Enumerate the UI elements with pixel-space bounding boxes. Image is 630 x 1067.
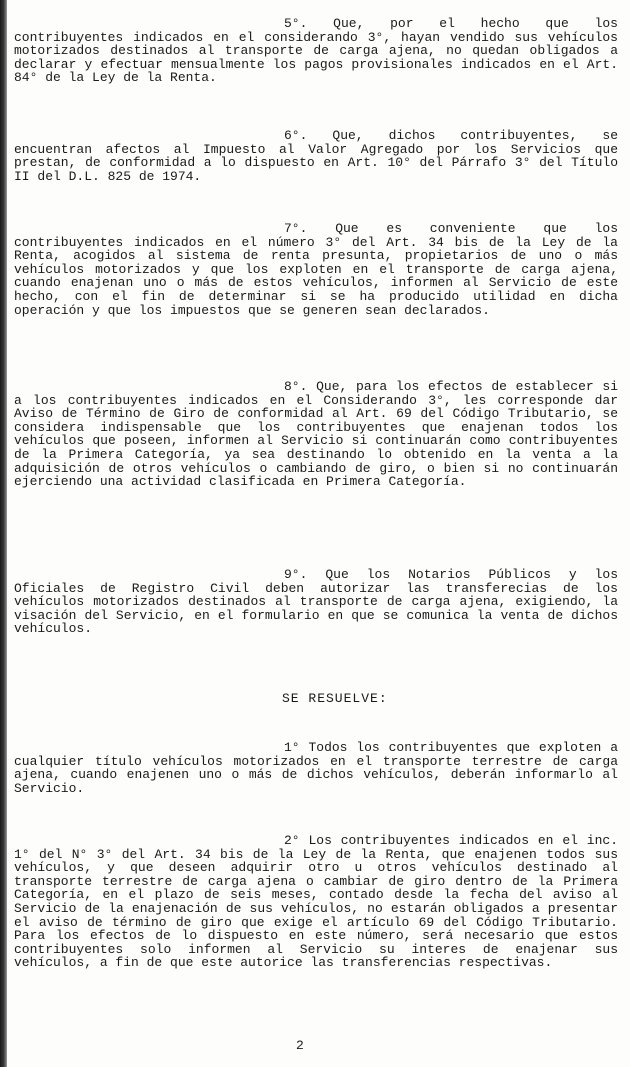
paragraph-text: 7°. Que es conveniente que los contribuyentes indicados en el número 3° del Art. 34 bis de la Ley de la Renta, acogidos al sistema de renta presunta, propietarios de uno o más vehículos motorizados y que los exploten en el transporte de carga ajena, cuando enajenan uno o más de estos vehículos, informen al Servicio de este hecho, con el fin de determinar si se ha producido utilidad en dicha operación y que los impuestos que se generen sean declarados. xyxy=(14,221,618,318)
paragraph-resuelve-1 xyxy=(14,741,618,795)
paragraph-considerando-6 xyxy=(14,129,618,183)
page-number: 2 xyxy=(296,1038,304,1053)
paragraph-considerando-8 xyxy=(14,380,618,489)
paragraph-text: 1° Todos los contribuyentes que exploten a cualquier título vehículos motorizados en el transporte terrestre de carga ajena, cuando enajenen uno o más de dichos vehículos, deberán informarlo al Servicio. xyxy=(14,740,618,796)
paragraph-text: 2° Los contribuyentes indicados en el inc. 1° del N° 3° del Art. 34 bis de la Ley de la Renta, que enajenen todos sus vehículos, y que deseen adquirir otro u otros vehículos destinado al transporte terrestre de carga ajena o cambiar de giro dentro de la Primera Categoría, en el plazo de seis meses, contado desde la fecha del aviso al Servicio de la enajenación de sus vehículos, no estarán obligados a presentar el aviso de término de giro que exige el artículo 69 del Código Tributario. Para los efectos de lo dispuesto en este número, será necesario que estos contribuyentes solo informen al Servicio su interes de enajenar sus vehículos, a fin de que este autorice las transferencias respectivas. xyxy=(14,833,618,971)
paragraph-considerando-7 xyxy=(14,222,618,317)
paragraph-resuelve-2 xyxy=(14,834,618,970)
scan-binding-edge xyxy=(0,0,7,1067)
paragraph-text: 6°. Que, dichos contribuyentes, se encuentran afectos al Impuesto al Valor Agregado por los Servicios que prestan, de conformidad a lo dispuesto en Art. 10° del Párrafo 3° del Título II del D.L. 825 de 1974. xyxy=(14,128,618,184)
paragraph-text: 8°. Que, para los efectos de establecer si a los contribuyentes indicados en el Considerando 3°, les corresponde dar Aviso de Término de Giro de conformidad al Art. 69 del Código Tributario, se considera indispensable que los contribuyentes que enajenan todos los vehículos que poseen, informen al Servicio si continuarán como contribuyentes de la Primera Categoría, ya sea destinando lo obtenido en la venta a la adquisición de otros vehículos o cambiando de giro, o bien si no continuarán ejerciendo una actividad clasificada en Primera Categoría. xyxy=(14,379,618,490)
paragraph-text: 5°. Que, por el hecho que los contribuyentes indicados en el considerando 3°, hayan vendido sus vehículos motorizados destinados al transporte de carga ajena, no quedan obligados a declarar y efectuar mensualmente los pagos provisionales indicados en el Art. 84° de la Ley de la Renta. xyxy=(14,16,618,86)
paragraph-considerando-5 xyxy=(14,17,618,85)
paragraph-text: 9°. Que los Notarios Públicos y los Oficiales de Registro Civil deben autorizar las transferecias de los vehículos motorizados destinados al transporte de carga ajena, exigiendo, la visación del Servicio, en el formulario en que se comunica la venta de dichos vehículos. xyxy=(14,567,618,637)
paragraph-considerando-9 xyxy=(14,568,618,636)
resolve-heading: SE RESUELVE: xyxy=(282,691,388,706)
